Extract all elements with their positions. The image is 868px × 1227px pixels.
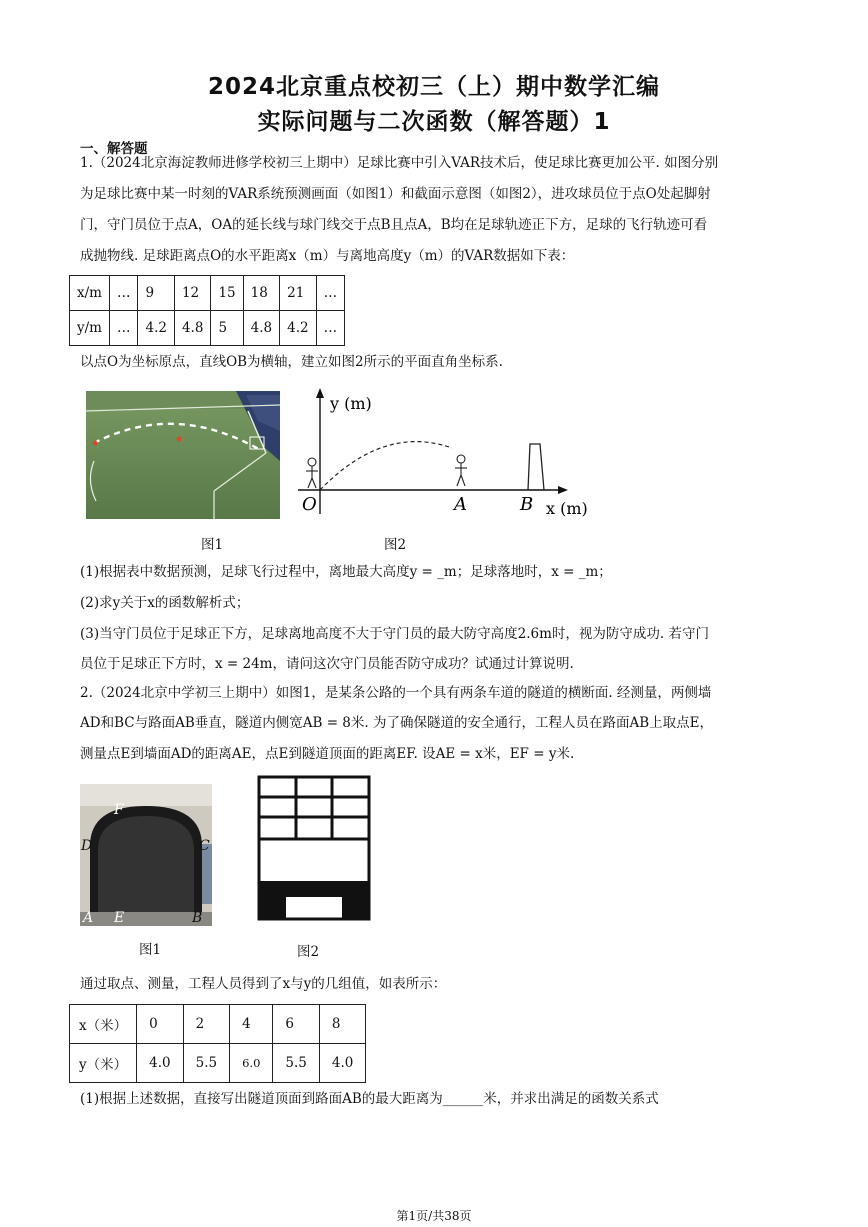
q1-sub2: (2)求y关于x的函数解析式； xyxy=(80,595,250,611)
table-cell: 4.0 xyxy=(137,1044,183,1083)
table-row xyxy=(70,311,345,346)
table-cell: 4.8 xyxy=(243,311,279,346)
tunnel-label-B: B xyxy=(192,910,203,926)
table-cell: … xyxy=(316,311,345,346)
fig2-x-axis-label: x (m) xyxy=(546,499,588,518)
table-cell: … xyxy=(109,276,138,311)
page-subtitle: 实际问题与二次函数（解答题）1 xyxy=(257,109,611,135)
fig2-ball-trajectory xyxy=(320,442,452,490)
table-cell: x（米） xyxy=(70,1005,137,1044)
q2-table-intro: 通过取点、测量，工程人员得到了x与y的几组值，如表所示： xyxy=(80,976,447,992)
q1-line3: 门，守门员位于点A，OA的延长线与球门线交于点B且点A，B均在足球轨迹正下方，足球的飞行轨迹可看 xyxy=(80,217,708,233)
tunnel-label-D: D xyxy=(81,838,93,854)
fig2-label-B: B xyxy=(520,494,534,515)
q1-figure1-field-photo xyxy=(86,391,280,519)
table-cell: y/m xyxy=(70,311,110,346)
q1-coordinate-note: 以点O为坐标原点，直线OB为横轴，建立如图2所示的平面直角坐标系. xyxy=(80,354,503,370)
q2-data-table xyxy=(69,1004,366,1083)
table-row xyxy=(70,1044,366,1083)
table-cell: 4.0 xyxy=(319,1044,365,1083)
q2-line1: 2.（2024北京中学初三上期中）如图1，是某条公路的一个具有两条车道的隧道的横断面. 经测量，两侧墙 xyxy=(80,685,712,701)
table-cell: … xyxy=(316,276,345,311)
fig2-goalkeeper-figure xyxy=(455,455,467,486)
q2-fig1-caption: 图1 xyxy=(139,942,162,958)
table-cell: 4.2 xyxy=(280,311,316,346)
table-cell: 5 xyxy=(211,311,243,346)
q2-figure2-block-diagram xyxy=(256,775,372,921)
fig2-label-A: A xyxy=(454,494,467,515)
table-cell: 5.5 xyxy=(273,1044,319,1083)
table-cell: 4.8 xyxy=(174,311,210,346)
page-title: 2024北京重点校初三（上）期中数学汇编 xyxy=(207,74,660,100)
table-cell: 6.0 xyxy=(230,1044,273,1083)
table-cell: 18 xyxy=(243,276,279,311)
tunnel-label-C: C xyxy=(199,838,210,854)
q2-sub1: (1)根据上述数据，直接写出隧道顶面到路面AB的最大距离为______米，并求出满足的函数关系式 xyxy=(80,1091,659,1107)
section-heading: 一、解答题 xyxy=(80,141,148,157)
q2-fig2-caption: 图2 xyxy=(297,944,320,960)
tunnel-label-A: A xyxy=(83,910,94,926)
table-cell: 2 xyxy=(183,1005,229,1044)
fig2-label-O: O xyxy=(302,494,317,515)
table-cell: x/m xyxy=(70,276,110,311)
q1-figure2-diagram xyxy=(294,386,600,524)
table-cell: 4 xyxy=(230,1005,273,1044)
table-cell: y（米） xyxy=(70,1044,137,1083)
tunnel-label-E: E xyxy=(114,910,125,926)
table-row xyxy=(70,276,345,311)
q2-line2: AD和BC与路面AB垂直，隧道内侧宽AB = 8米. 为了确保隧道的安全通行，工程人员在路面AB上取点E， xyxy=(80,715,714,731)
fig2-striker-figure xyxy=(306,458,318,488)
tunnel-label-F: F xyxy=(114,802,124,818)
table-cell: 8 xyxy=(319,1005,365,1044)
table-cell: 6 xyxy=(273,1005,319,1044)
fig2-goal-post xyxy=(528,444,544,490)
q1-line4: 成抛物线. 足球距离点O的水平距离x（m）与离地高度y（m）的VAR数据如下表： xyxy=(80,248,575,264)
table-cell: 21 xyxy=(280,276,316,311)
q1-sub3-line2: 员位于足球正下方时，x = 24m，请问这次守门员能否防守成功？试通过计算说明. xyxy=(80,656,574,672)
q2-figure1-tunnel-photo xyxy=(80,784,212,926)
table-cell: 15 xyxy=(211,276,243,311)
table-cell: … xyxy=(109,311,138,346)
q1-fig1-caption: 图1 xyxy=(201,537,224,553)
table-cell: 12 xyxy=(174,276,210,311)
q2-line3: 测量点E到墙面AD的距离AE，点E到隧道顶面的距离EF. 设AE = x米，EF = y米. xyxy=(80,746,575,762)
q1-line1: 1.（2024北京海淀教师进修学校初三上期中）足球比赛中引入VAR技术后，使足球比赛更加公平. 如图分别 xyxy=(80,155,719,171)
q1-line2: 为足球比赛中某一时刻的VAR系统预测画面（如图1）和截面示意图（如图2），进攻球员位于点O处起脚射 xyxy=(80,186,711,202)
table-cell: 5.5 xyxy=(183,1044,229,1083)
table-cell: 4.2 xyxy=(138,311,174,346)
page-footer: 第1页/共38页 xyxy=(396,1209,472,1223)
table-cell: 0 xyxy=(137,1005,183,1044)
q1-sub1: (1)根据表中数据预测，足球飞行过程中，离地最大高度y = _m；足球落地时，x = _m； xyxy=(80,564,612,580)
table-cell: 9 xyxy=(138,276,174,311)
q1-sub3-line1: (3)当守门员位于足球正下方，足球离地高度不大于守门员的最大防守高度2.6m时，视为防守成功. 若守门 xyxy=(80,626,709,642)
q1-data-table xyxy=(69,275,345,346)
q1-fig2-caption: 图2 xyxy=(384,537,407,553)
fig2-y-axis-label: y (m) xyxy=(330,394,372,413)
table-row xyxy=(70,1005,366,1044)
